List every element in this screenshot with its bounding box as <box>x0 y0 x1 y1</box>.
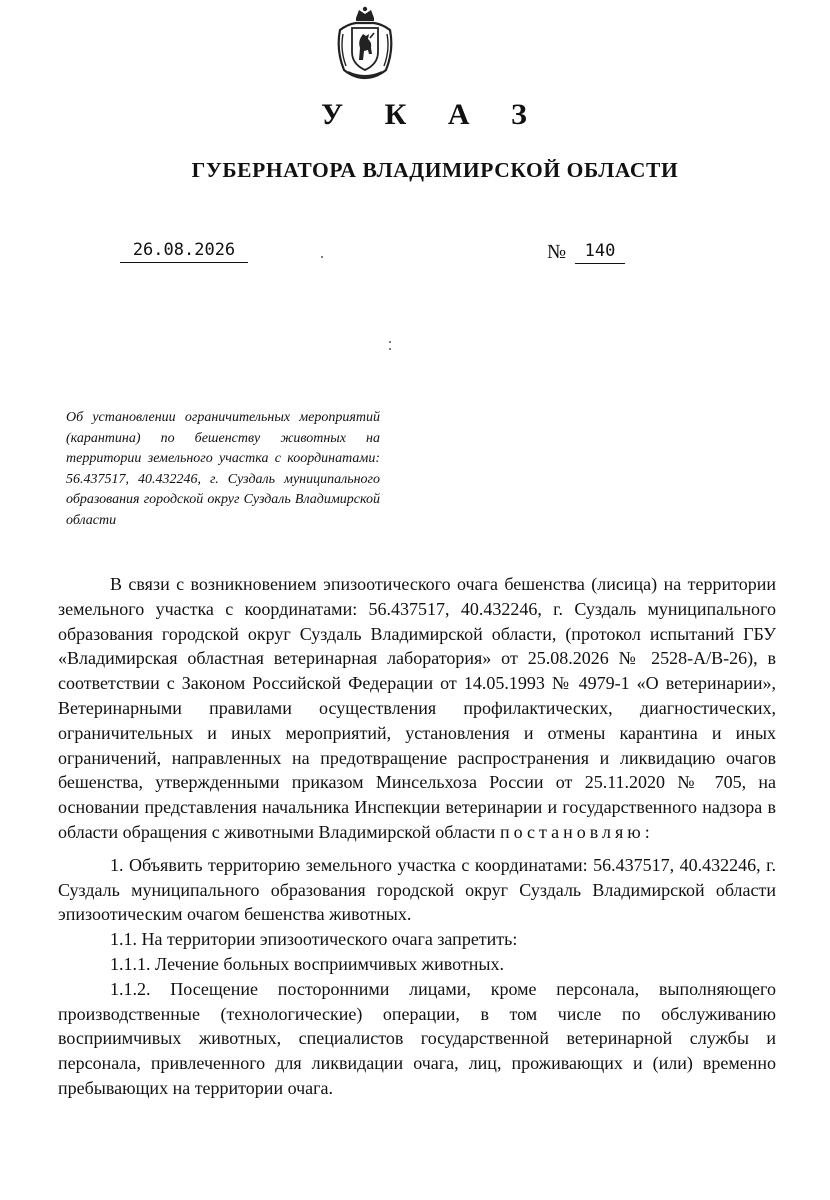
scan-speck <box>389 341 391 343</box>
scan-speck <box>389 348 391 350</box>
document-subtitle: ГУБЕРНАТОРА ВЛАДИМИРСКОЙ ОБЛАСТИ <box>191 158 679 182</box>
decree-heading: Об установлении ограничительных мероприятий (карантина) по бешенству животных на территории земельного участка с координатами: 56.437517, 40.432246, г. Суздаль муниципального образования городской округ Суздаль Владимирской области <box>66 410 380 528</box>
item-1-1-2: 1.1.2. Посещение посторонними лицами, кроме персонала, выполняющего производственные (технологические) операции, в том числе по обслуживанию восприимчивых животных, специалистов государственной ветеринарной службы и персонала, привлеченного для ликвидации очага, лиц, проживающих и (или) временно пребывающих на территории очага. <box>58 978 776 1098</box>
scan-speck <box>321 256 323 258</box>
decree-word: постановляю: <box>499 821 654 842</box>
decree-body <box>58 572 776 1101</box>
item-1: 1. Объявить территорию земельного участка с координатами: 56.437517, 40.432246, г. Суздаль муниципального образования городской округ Суздаль Владимирской области эпизоотическим очагом бешенства животных. <box>58 854 776 925</box>
preamble-paragraph <box>58 572 776 845</box>
item-1-1: 1.1. На территории эпизоотического очага запретить: <box>110 929 518 950</box>
preamble-text: В связи с возникновением эпизоотического очага бешенства (лисица) на территории земельного участка с координатами: 56.437517, 40.432246, г. Суздаль муниципального образования городской округ Суздаль Владимирской области, (протокол испытаний ГБУ «Владимирская областная ветеринарная лаборатория» от 25.08.2026 № 2528-А/В-26), в соответствии с Законом Российской Федерации от 14.05.1993 № 4979-1 «О ветеринарии», Ветеринарными правилами осуществления профилактических, диагностических, ограничительных и иных мероприятий, установления и отмены карантина и иных ограничений, направленных на предотвращение распространения и ликвидацию очагов бешенства, утвержденными приказом Минсельхоза России от 25.11.2020 № 705, на основании представления начальника Инспекции ветеринарии и государственного надзора в области обращения с животными Владимирской области <box>58 574 776 842</box>
number-label: № <box>547 241 567 263</box>
document-title: У К А З <box>321 98 544 131</box>
coat-of-arms-icon <box>334 4 396 80</box>
document-date: 26.08.2026 <box>120 240 248 263</box>
item-1-1-1: 1.1.1. Лечение больных восприимчивых животных. <box>110 953 504 974</box>
document-number: 140 <box>575 241 625 264</box>
